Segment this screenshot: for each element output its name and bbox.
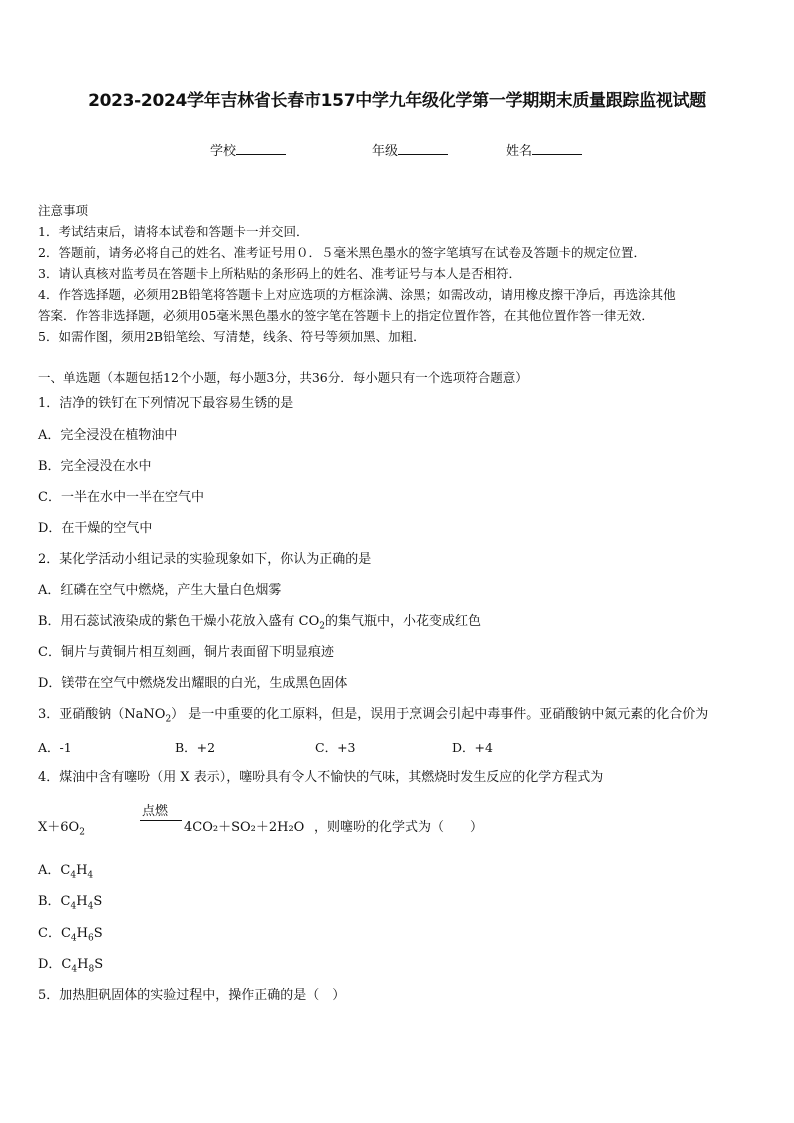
grade-blank	[398, 142, 448, 155]
option-b-text: B．用石蕊试液染成的紫色干燥小花放入盛有 CO	[38, 614, 320, 629]
question-2-option-b	[38, 613, 481, 631]
equation-tail: ，则噻吩的化学式为（ ）	[314, 820, 484, 835]
name-blank	[532, 142, 582, 155]
subscript: 2	[165, 714, 172, 725]
grade-field	[372, 140, 448, 159]
name-field	[506, 140, 582, 159]
note-item: 4．作答选择题，必须用2B铅笔将答题卡上对应选项的方框涂满、涂黑；如需改动，请用橡皮擦干净后，再选涂其他	[38, 287, 676, 302]
question-2-option-c: C．铜片与黄铜片相互刻画，铜片表面留下明显痕迹	[38, 645, 334, 660]
question-3-text: 3．亚硝酸钠（NaNO	[38, 707, 166, 722]
question-1-option-c: C．一半在水中一半在空气中	[38, 490, 204, 505]
name-label: 姓名	[506, 144, 533, 159]
question-3-option-d: D．+4	[452, 740, 493, 755]
question-1-stem: 1．洁净的铁钉在下列情况下最容易生锈的是	[38, 396, 294, 411]
question-3-stem	[38, 706, 708, 724]
question-2-stem: 2．某化学活动小组记录的实验现象如下，你认为正确的是	[38, 552, 372, 567]
note-item: 答案．作答非选择题，必须用05毫米黑色墨水的签字笔在答题卡上的指定位置作答，在其他位置作答一律无效．	[38, 308, 654, 323]
question-2-option-a: A．红磷在空气中燃烧，产生大量白色烟雾	[38, 583, 282, 598]
question-4-option-a: A．$C_4H_4$	[38, 863, 94, 881]
question-5-stem: 5．加热胆矾固体的实验过程中，操作正确的是（ ）	[38, 988, 346, 1003]
note-item: 3．请认真核对监考员在答题卡上所粘贴的条形码上的姓名、准考证号与本人是否相符．	[38, 266, 521, 281]
school-field	[210, 140, 286, 159]
school-blank	[236, 142, 286, 155]
note-item: 1．考试结束后，请将本试卷和答题卡一并交回．	[38, 224, 309, 239]
chemical-equation	[38, 800, 538, 840]
question-1-option-b: B．完全浸没在水中	[38, 459, 152, 474]
equation-reactants: $X+6O_2$	[38, 820, 85, 838]
option-b-text-tail: 的集气瓶中，小花变成红色	[325, 614, 482, 629]
equation-condition: 点燃	[142, 804, 169, 819]
exam-title: 2023-2024学年吉林省长春市157中学九年级化学第一学期期末质量跟踪监视试题	[88, 91, 706, 111]
notes-heading: 注意事项	[38, 203, 89, 218]
equation-products: 4CO₂＋SO₂＋2H₂O	[184, 820, 305, 835]
subscript: 2	[79, 827, 85, 838]
grade-label: 年级	[372, 144, 399, 159]
question-3-option-b: B．+2	[175, 740, 216, 755]
question-3-option-c: C．+3	[315, 740, 356, 755]
question-4-option-d: D．$C_4H_8S$	[38, 957, 104, 975]
question-4-stem: 4．煤油中含有噻吩（用 X 表示），噻吩具有令人不愉快的气味，其燃烧时发生反应的化学方程式为	[38, 770, 604, 785]
question-3-text-tail: ） 是一中重要的化工原料，但是，误用于烹调会引起中毒事件。亚硝酸钠中氮元素的化合价为	[171, 707, 709, 722]
question-4-option-c: C．$C_4H_6S$	[38, 926, 103, 944]
equation-arrow-line	[140, 820, 182, 821]
note-item: 5．如需作图，须用2B铅笔绘、写清楚，线条、符号等须加黑、加粗．	[38, 329, 426, 344]
section-heading: 一、单选题（本题包括12个小题，每小题3分，共36分．每小题只有一个选项符合题意）	[38, 370, 528, 385]
question-2-option-d: D．镁带在空气中燃烧发出耀眼的白光，生成黑色固体	[38, 676, 348, 691]
question-4-option-b: B．$C_4H_4S$	[38, 894, 103, 912]
note-item: 2．答题前，请务必将自己的姓名、准考证号用０．５毫米黑色墨水的签字笔填写在试卷及答题卡的规定位置．	[38, 245, 646, 260]
school-label: 学校	[210, 144, 237, 159]
student-info-row	[0, 140, 794, 160]
question-3-option-a: A．-1	[38, 740, 72, 755]
subscript: 2	[319, 621, 326, 632]
question-1-option-d: D．在干燥的空气中	[38, 521, 153, 536]
question-1-option-a: A．完全浸没在植物油中	[38, 428, 178, 443]
